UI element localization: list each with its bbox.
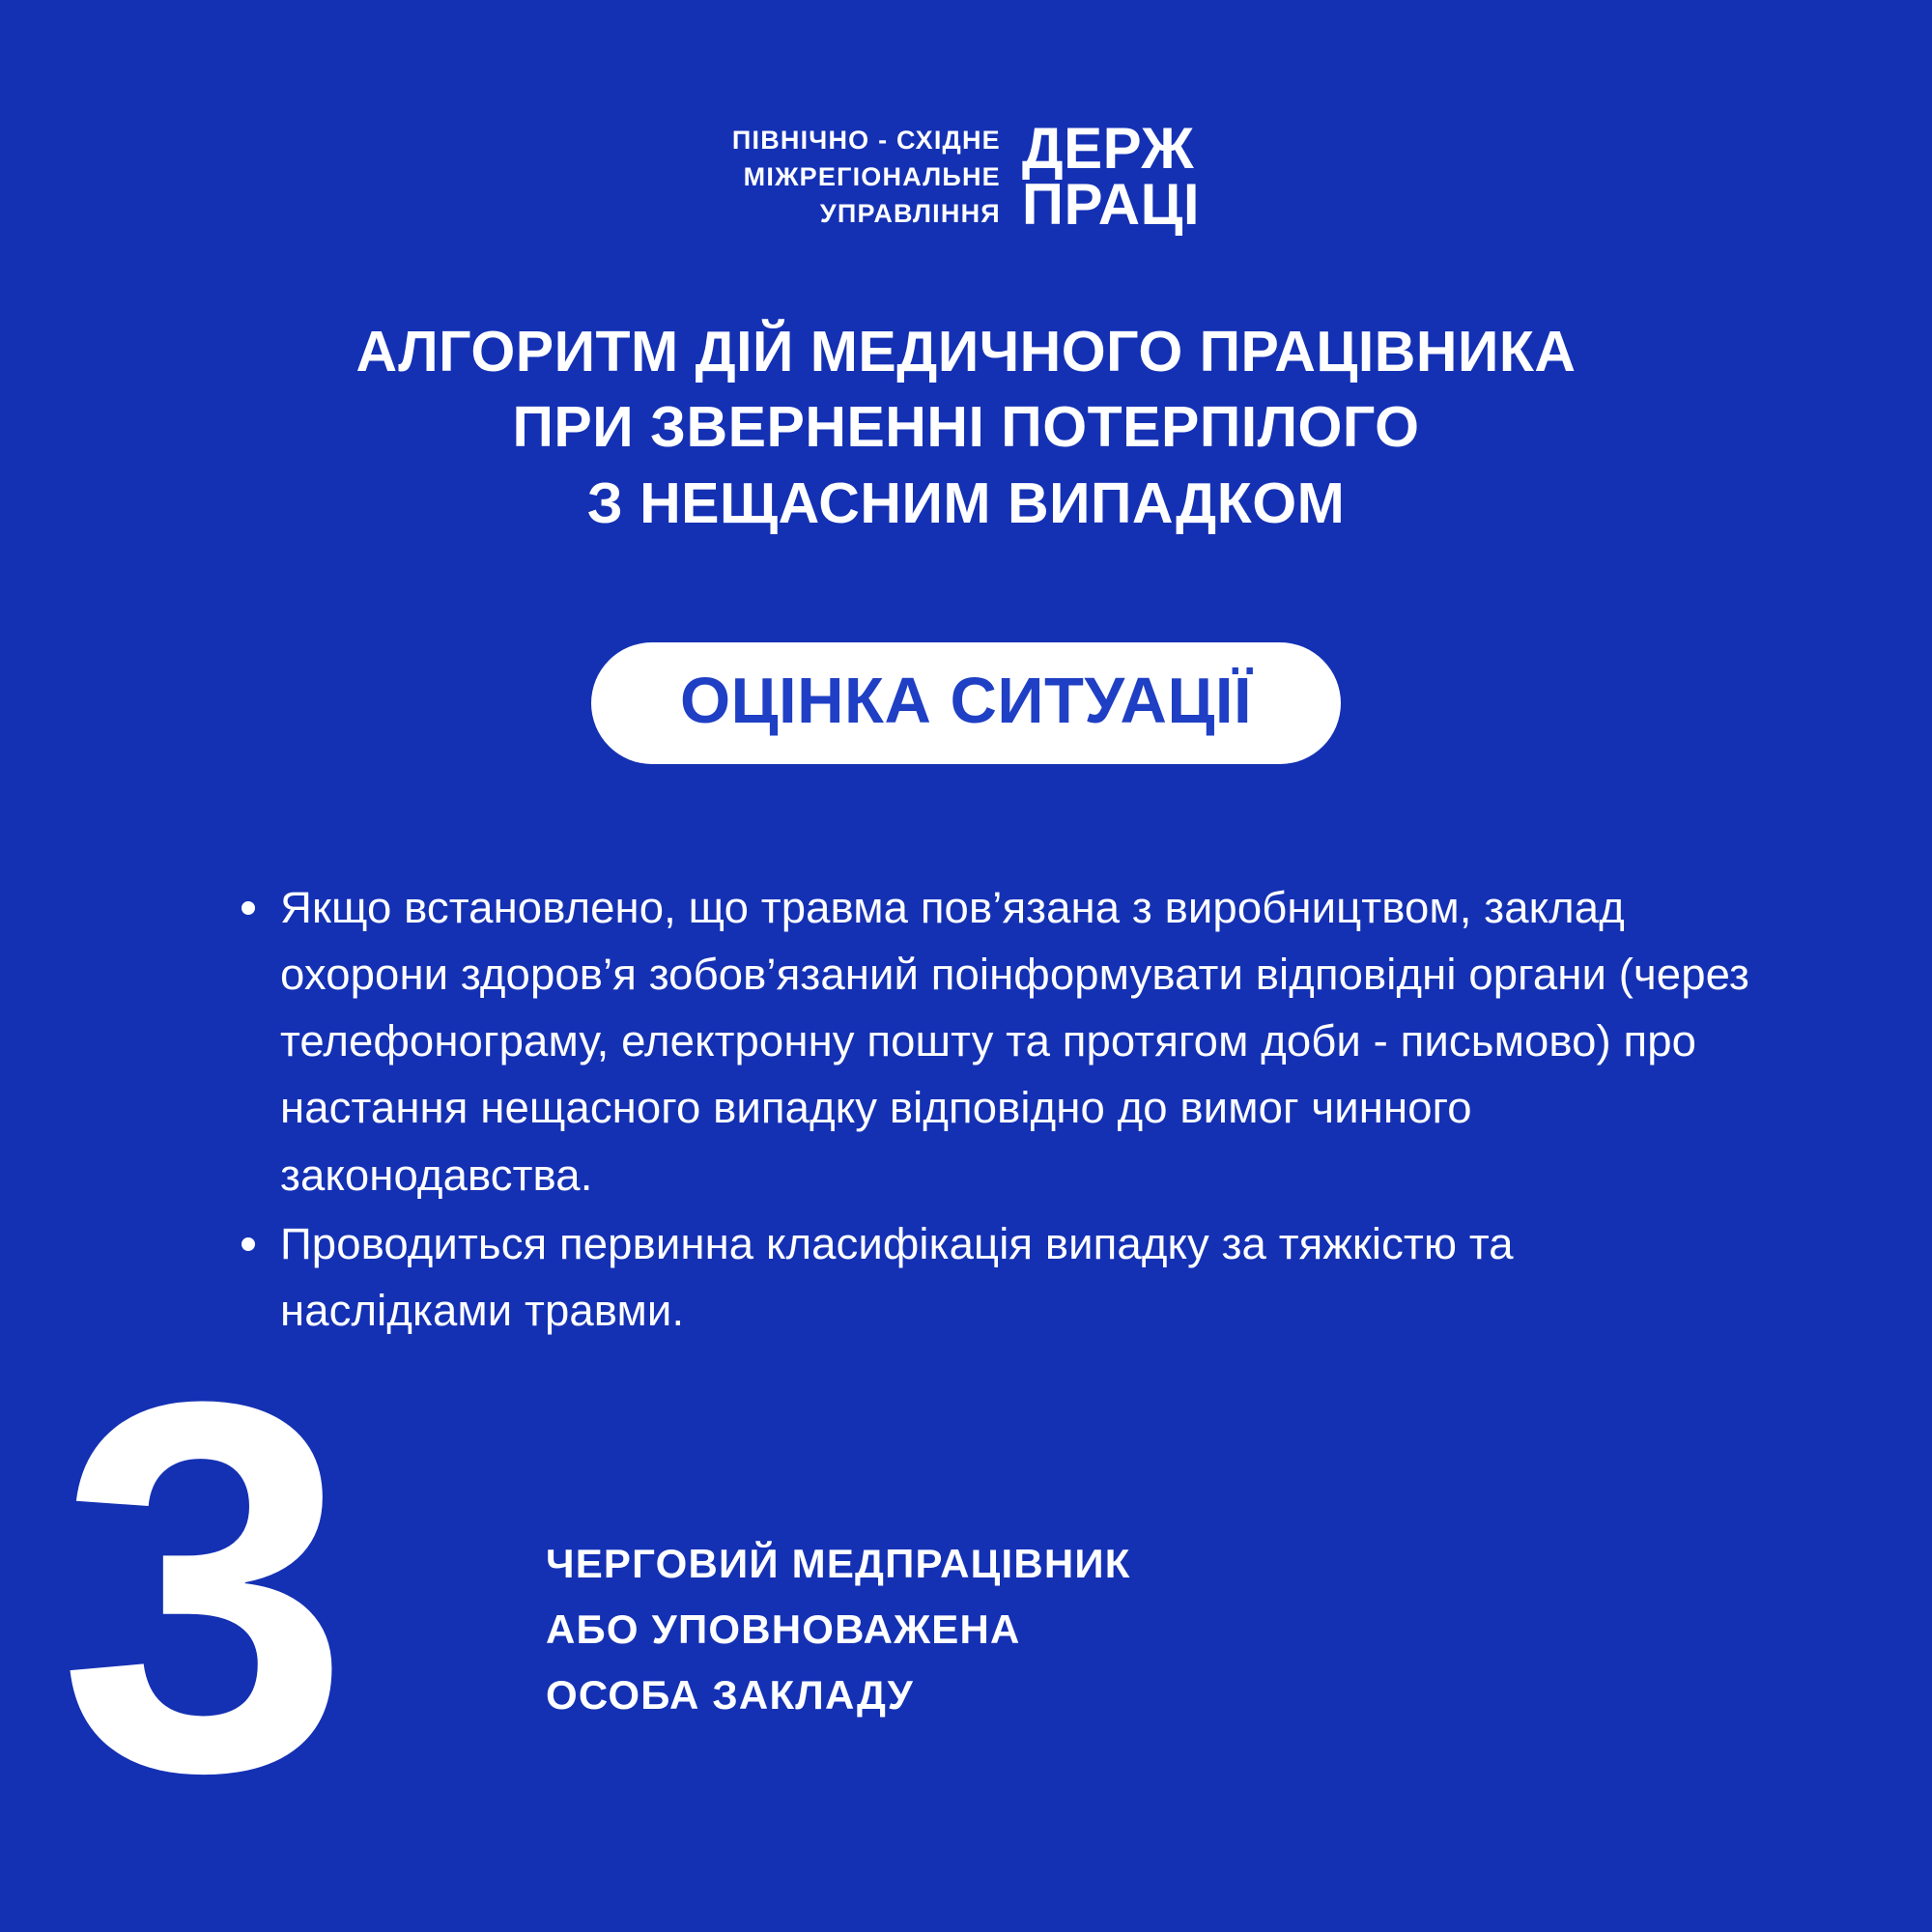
logo-line-3: УПРАВЛІННЯ	[819, 199, 1001, 229]
logo-line-1: ПІВНІЧНО - СХІДНЕ	[731, 125, 1001, 155]
page-title-line-1: АЛГОРИТМ ДІЙ МЕДИЧНОГО ПРАЦІВНИКА	[355, 320, 1577, 384]
logo-brand-line-1: ДЕРЖ	[1021, 116, 1195, 181]
logo-line-2: МІЖРЕГІОНАЛЬНЕ	[743, 162, 1001, 192]
section-badge-container	[0, 642, 1932, 764]
step-caption-line-2: АБО УПОВНОВАЖЕНА	[546, 1606, 1021, 1653]
logo-agency-name	[732, 122, 1001, 233]
logo-brand-line-2: ПРАЦІ	[1021, 172, 1201, 238]
page-title	[0, 314, 1932, 541]
page-title-line-2: ПРИ ЗВЕРНЕННІ ПОТЕРПІЛОГО	[512, 395, 1420, 460]
bullet-list	[230, 874, 1756, 1346]
list-item: Якщо встановлено, що травма пов’язана з виробництвом, заклад охорони здоров’я зобов’язаний поінформувати відповідні органи (через телефонограму, електронну пошту та протягом доби - письмово) про настання нещасного випадку відповідно до вимог чинного законодавства.	[230, 874, 1756, 1208]
step-caption-line-3: ОСОБА ЗАКЛАДУ	[546, 1672, 915, 1719]
step-caption-line-1: ЧЕРГОВИЙ МЕДПРАЦІВНИК	[546, 1541, 1131, 1586]
logo-brand-mark	[1021, 116, 1201, 238]
step-number: 3	[58, 1293, 344, 1881]
organization-logo	[0, 116, 1932, 238]
page-title-line-3: З НЕЩАСНИМ ВИПАДКОМ	[586, 470, 1346, 535]
step-caption	[546, 1531, 1131, 1728]
list-item: Проводиться первинна класифікація випадку за тяжкістю та наслідками травми.	[230, 1210, 1756, 1344]
section-badge: ОЦІНКА СИТУАЦІЇ	[591, 642, 1341, 764]
